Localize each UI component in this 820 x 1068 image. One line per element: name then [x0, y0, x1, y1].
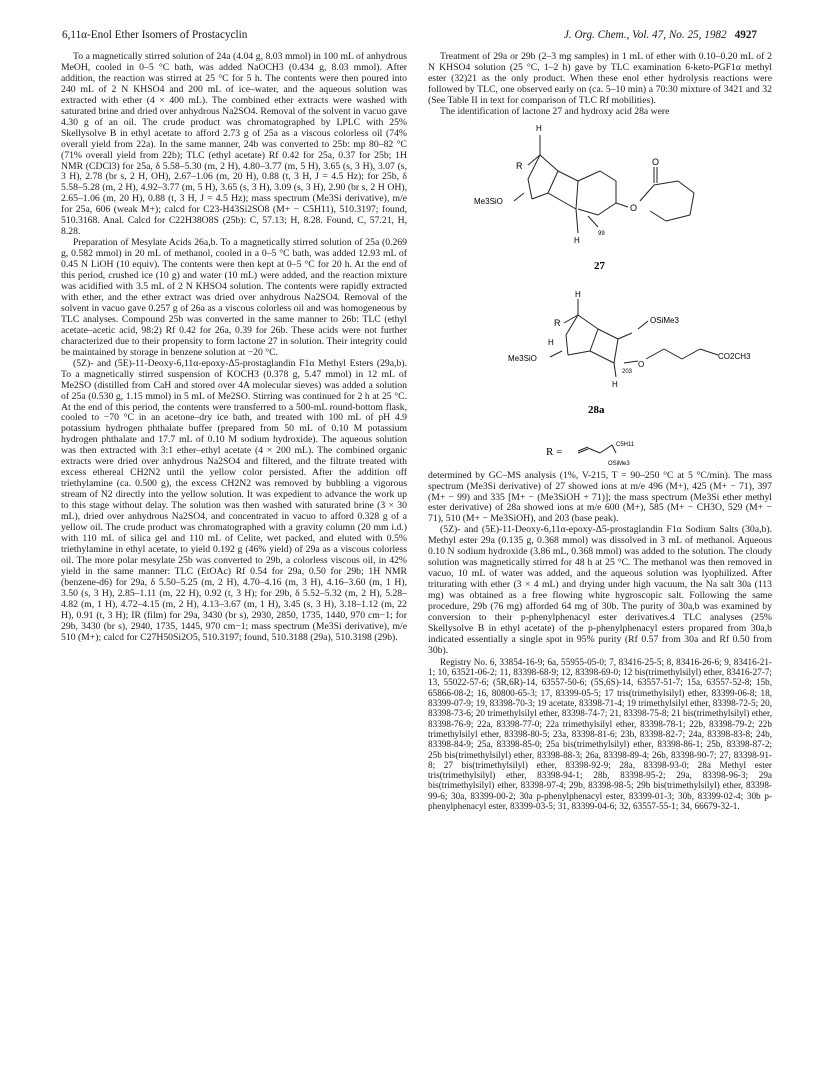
running-title: 6,11α-Enol Ether Isomers of Prostacyclin — [62, 29, 248, 41]
atom-r: R — [516, 160, 523, 171]
atom-h-left: H — [548, 337, 554, 347]
paragraph-mesylate-acids: Preparation of Mesylate Acids 26a,b. To a magnetically stirred solution of 25a (0.269 g, 0.582 mmol) in 20 mL of methanol, cooled in a 0–5 °C bath, was added 12.93 mL of 0.45 N LiOH (10 equiv). The contents were then kept at 0–5 °C for 20 h. At the end of this period, crushed ice (10 g) and water (10 mL) were added, and the reaction mixture was acidified with 3.5 mL of 2 N KHSO4 solution. The contents were rapidly extracted with ether, and the ether extract was dried over anhydrous Na2SO4. Removal of the solvent in vacuo gave 0.257 g of 26a as a viscous colorless oil and was homogeneous by TLC analyses. Compound 25b was converted in the same manner to 26b: TLC (ethyl acetate–acetic acid, 98:2) Rf 0.42 for 26a, 0.39 for 26b. These acids were not further characterized due to their propensity to form lactone 27 in solution. Their integrity could be maintained by storage in benzene solution at −20 °C. — [61, 237, 407, 358]
structure-27 — [428, 121, 772, 285]
atom-h-top: H — [575, 289, 581, 299]
mass-fragment-203: 203 — [622, 368, 633, 375]
atom-trimethylsilyloxy: Me3SiO — [508, 353, 537, 363]
structure-28a — [428, 289, 772, 443]
paragraph-gcms: determined by GC–MS analysis (1%, V-215, T = 90–250 °C at 5 °C/min). The mass spectrum (Me3Si derivative) of 27 showed ions at m/e 496 (M+), 425 (M+ − 71), 397 (M+ − 99) and 335 [M+ − (Me3SiOH + 71)]; the mass spectrum (Me3Si ether methyl ester derivative) of 28a showed ions at m/e 600 (M+), 585 (M+ − CH3O, 529 (M+ − 71), 510 (M+ − Me3SiOH), and 203 (base peak). — [428, 469, 772, 525]
registry-numbers: Registry No. 6, 33854-16-9; 6a, 55955-05-0; 7, 83416-25-5; 8, 83416-26-6; 9, 83416-21-1; 10, 63521-06-2; 11, 83398-68-9; 12, 83398-69-0; 12 bis(trimethylsilyl) ether, 83416-27-7; 13, 55022-57-6; (5R,6R)-14, 63557-50-6; (5S,6S)-14, 63557-51-7; 15a, 63557-52-8; 15b, 65866-08-2; 16, 80800-65-3; 17, 83399-05-5; 17 tris(trimethylsilyl) ether, 83399-06-8; 18, 83399-07-9; 19, 83398-70-3; 19 acetate, 83398-71-4; 19 trimethylsilyl ether, 83398-72-5; 20, 83398-73-6; 20 trimethylsilyl ether, 83398-74-7; 21, 83398-75-8; 21 bis(trimethylsilyl) ether, 83398-76-9; 22a, 83398-77-0; 22a trimethylsilyl ether, 83398-78-1; 22b, 83398-79-2; 22b trimethylsilyl ether, 83398-80-5; 23a, 83398-81-6; 23b, 83398-82-7; 24a, 83398-83-8; 24b, 83398-84-9; 25a, 83398-85-0; 25a bis(trimethylsilyl) ether, 83398-86-1; 25b, 83398-87-2; 25b bis(trimethylsilyl) ether, 83398-88-3; 26a, 83398-89-4; 26b, 83398-90-7; 27, 83398-91-8; 27 bis(trimethylsilyl) ether, 83398-92-9; 28a, 83398-93-0; 28a Methyl ester tris(trimethylsilyl) ether, 83398-94-1; 28b, 83398-95-2; 29a, 83398-96-3; 29a bis(trimethylsilyl) ether, 83398-97-4; 29b, 83398-98-5; 29b bis(trimethylsilyl) ether, 83398-99-6; 30a, 83399-00-2; 30a p-phenylphenacyl ester, 83399-01-3; 30b, 83399-02-4; 30b p-phenylphenacyl ester, 83399-03-5; 31, 83399-04-6; 32, 63557-55-1; 34, 66679-32-1. — [428, 656, 772, 811]
mass-fragment-99: 99 — [598, 230, 605, 237]
atom-carbonyl-oxygen: O — [652, 156, 660, 167]
compound-label-27: 27 — [594, 259, 605, 272]
structure-28a-drawing — [428, 289, 772, 439]
atom-h-top: H — [536, 123, 542, 133]
paragraph-sodium-salts: (5Z)- and (5E)-11-Deoxy-6,11α-epoxy-Δ5-prostaglandin F1α Sodium Salts (30a,b). Methyl ester 29a (0.135 g, 0.368 mmol) was dissolved in 3 mL of methanol. Aqueous 0.10 N sodium hydroxide (3.86 mL, 0.368 mmol) was added to the solution. The cloudy solution was magnetically stirred for 48 h at 25 °C. The methanol was then removed in vacuo, 10 mL of water was added, and the aqueous solution was lyophilized. After triturating with ether (3 × 4 mL) and drying under high vacuum, the Na salt 30a (113 mg) was obtained as a free flowing white hygroscopic salt. Following the same procedure, 29b (76 mg) afforded 64 mg of 30b. The purity of 30a,b was examined by conversion to their p-phenylphenacyl ester derivatives.4 TLC analyses (25% Skellysolve B in ethyl acetate) of the p-phenylphenacyl esters propared from 30a,b indicated essentially a single spot in 95% purity (Rf 0.57 from 30a and Rf 0.50 from 30b). — [428, 524, 772, 656]
journal-citation — [564, 29, 757, 41]
atom-oxygen-silyl-ether: OSiMe3 — [650, 315, 679, 325]
right-column — [428, 52, 772, 811]
r-silyloxy: OSiMe3 — [608, 460, 630, 467]
r-label: R = — [546, 445, 563, 458]
atom-h-bottom: H — [612, 379, 618, 389]
atom-h-bottom: H — [574, 235, 580, 245]
structure-27-drawing — [428, 121, 772, 281]
atom-r: R — [554, 317, 561, 328]
atom-methyl-ester: CO2CH3 — [718, 351, 751, 361]
page-number: 4927 — [734, 29, 757, 41]
atom-ether-oxygen: O — [638, 359, 645, 369]
r-pentyl: C5H11 — [616, 441, 635, 448]
r-group-definition — [428, 437, 772, 467]
compound-label-28a: 28a — [588, 403, 605, 416]
running-header — [62, 29, 757, 43]
paragraph-hydrolysis: Treatment of 29a or 29b (2–3 mg samples) in 1 mL of ether with 0.10–0.20 mL of 2 N KHSO4 solution (25 °C, 1–2 h) gave by TLC examination 6-keto-PGF1α methyl ester (32)21 as the only product. When these enol ether hydrolysis reactions were followed by TLC, one observed early on (ca. 5–10 min) a 70:30 mixture of 3421 and 32 (See Table II in text for comparison of TLC Rf mobilities). — [428, 51, 772, 106]
atom-ring-oxygen: O — [630, 202, 638, 213]
journal-name: J. Org. Chem., Vol. 47, No. 25, 1982 — [563, 29, 727, 41]
left-column — [61, 52, 407, 643]
r-group-drawing — [428, 437, 772, 467]
paragraph-methyl-esters: (5Z)- and (5E)-11-Deoxy-6,11α-epoxy-Δ5-prostaglandin F1α Methyl Esters (29a,b). To a magnetically stirred suspension of KOCH3 (0.378 g, 5.47 mmol) in 12 mL of Me2SO (distilled from CaH and stored over 4A molecular sieves) was added a solution of 25a (0.530 g, 1.15 mmol) in 5 mL of Me2SO. Stirring was continued for 2 h at 25 °C. At the end of this period, the contents were transferred to a 500-mL round-bottom flask, cooled to −70 °C in an acetone–dry ice bath, and treated with 100 mL of pH 4.9 potassium hydrogen phthalate buffer (prepared from 50 mL of 0.10 M potassium hydrogen phthalate and 17.7 mL of 0.10 M sodium hydroxide). The aqueous solution was then extracted with 3:1 ether–ethyl acetate (4 × 200 mL). The combined organic extracts were dried over anhydrous Na2SO4 and filtered, and the filtrate treated with excess ethereal CH2N2 until the yellow color persisted. After the addition off triethylamine (ca. 0.500 g), the excess CH2N2 was removed by bubbling a vigorous stream of N2 directly into the yellow solution. It was expedient to advance the work up to this stage without delay. The solution was then washed with saturated brine (3 × 30 mL), dried over anhydrous Na2SO4, and concentrated in vacuo to afford 0.328 g of a yellow oil. The crude product was chromatographed with a gravity column (20 mm i.d.) with 110 mL of silica gel and 110 mL of Celite, wet packed, and eluted with 0.5% triethylamine in ethyl acetate, to yield 0.192 g (46% yield) of 29a as a viscous colorless oil. The more polar mesylate 25b was converted to 29b, a colorless viscous oil, in 42% yield in the same manner: TLC (EtOAc) Rf 0.54 for 29a, 0.50 for 29b; 1H NMR (benzene-d6) for 29a, δ 5.50–5.25 (m, 2 H), 4.70–4.16 (m, 3 H), 4.16–3.60 (m, 1 H), 3.50 (s, 3 H), 2.85–1.11 (m, 22 H), 0.92 (t, 3 H); for 29b, δ 5.52–5.32 (m, 2 H), 5.28–4.82 (m, 1 H), 4.72–4.15 (m, 2 H), 4.13–3.67 (m, 1 H), 3.45 (s, 3 H), 3.18–1.12 (m, 22 H), 0.91 (t, 3 H); IR (film) for 29a, 3430 (br s), 2930, 2850, 1735, 1440, 970 cm−1; for 29b, 3430 (br s), 2940, 1735, 1445, 970 cm−1; mass spectrum (Me3Si derivative), m/e 510 (M+); calcd for C27H50Si2O5, 510.3197; found, 510.3188 (29a), 510.3198 (29b). — [61, 357, 407, 643]
paragraph-25a-synthesis: To a magnetically stirred solution of 24a (4.04 g, 8.03 mmol) in 100 mL of anhydrous MeOH, cooled in 0–5 °C bath, was added NaOCH3 (0.434 g, 8.03 mmol). After addition, the reaction was stirred at 25 °C for 5 h. The contents were then poured into 240 mL of 2 N KHSO4 and 200 mL of ice–water, and the aqueous solution was extracted with ether (4 × 400 mL). The combined ether extracts were washed with saturated brine and dried over anhydrous Na2SO4. Removal of the solvent in vacuo gave 4.30 g of an oil. The crude product was chromatographed by LPLC with 25% Skellysolve B in ethyl acetate to afford 2.73 g of 25a as a viscous colorless oil (74% overall yield from 22a). In the same manner, 24b was converted to 25b: mp 80–82 °C (71% overall yield from 22b); TLC (ethyl acetate) Rf 0.42 for 25a, 0.37 for 25b; 1H NMR (CDCl3) for 25a, δ 5.58–5.30 (m, 2 H), 4.80–3.77 (m, 5 H), 3.65 (s, 3 H), 3.07 (s, 3 H), 2.78 (br s, 2 H, OH), 2.67–1.06 (m, 20 H), 0.88 (t, 3 H, J = 4.5 Hz); for 25b, δ 5.58–5.28 (m, 2 H), 4.92–3.77 (m, 5 H), 3.65 (s, 3 H), 3.09 (s, 3 H), 2.90 (br s, 2 H OH), 2.65–1.06 (m, 20 H), 0.88 (t, 3 H, J = 4.5 Hz); mass spectrum (Me3Si derivative), m/e for 25a, 606 (weak M+); calcd for C23-H43Si2SO8 (M+ − C5H11), 510.3197; found, 510.3168. Anal. Calcd for C22H38O8S (25b): C, 57.13; H, 8.28. Found, C, 57.21, H, 8.28. — [61, 51, 407, 238]
atom-trimethylsilyloxy: Me3SiO — [474, 196, 503, 206]
paragraph-identification: The identification of lactone 27 and hydroxy acid 28a were — [440, 105, 670, 117]
